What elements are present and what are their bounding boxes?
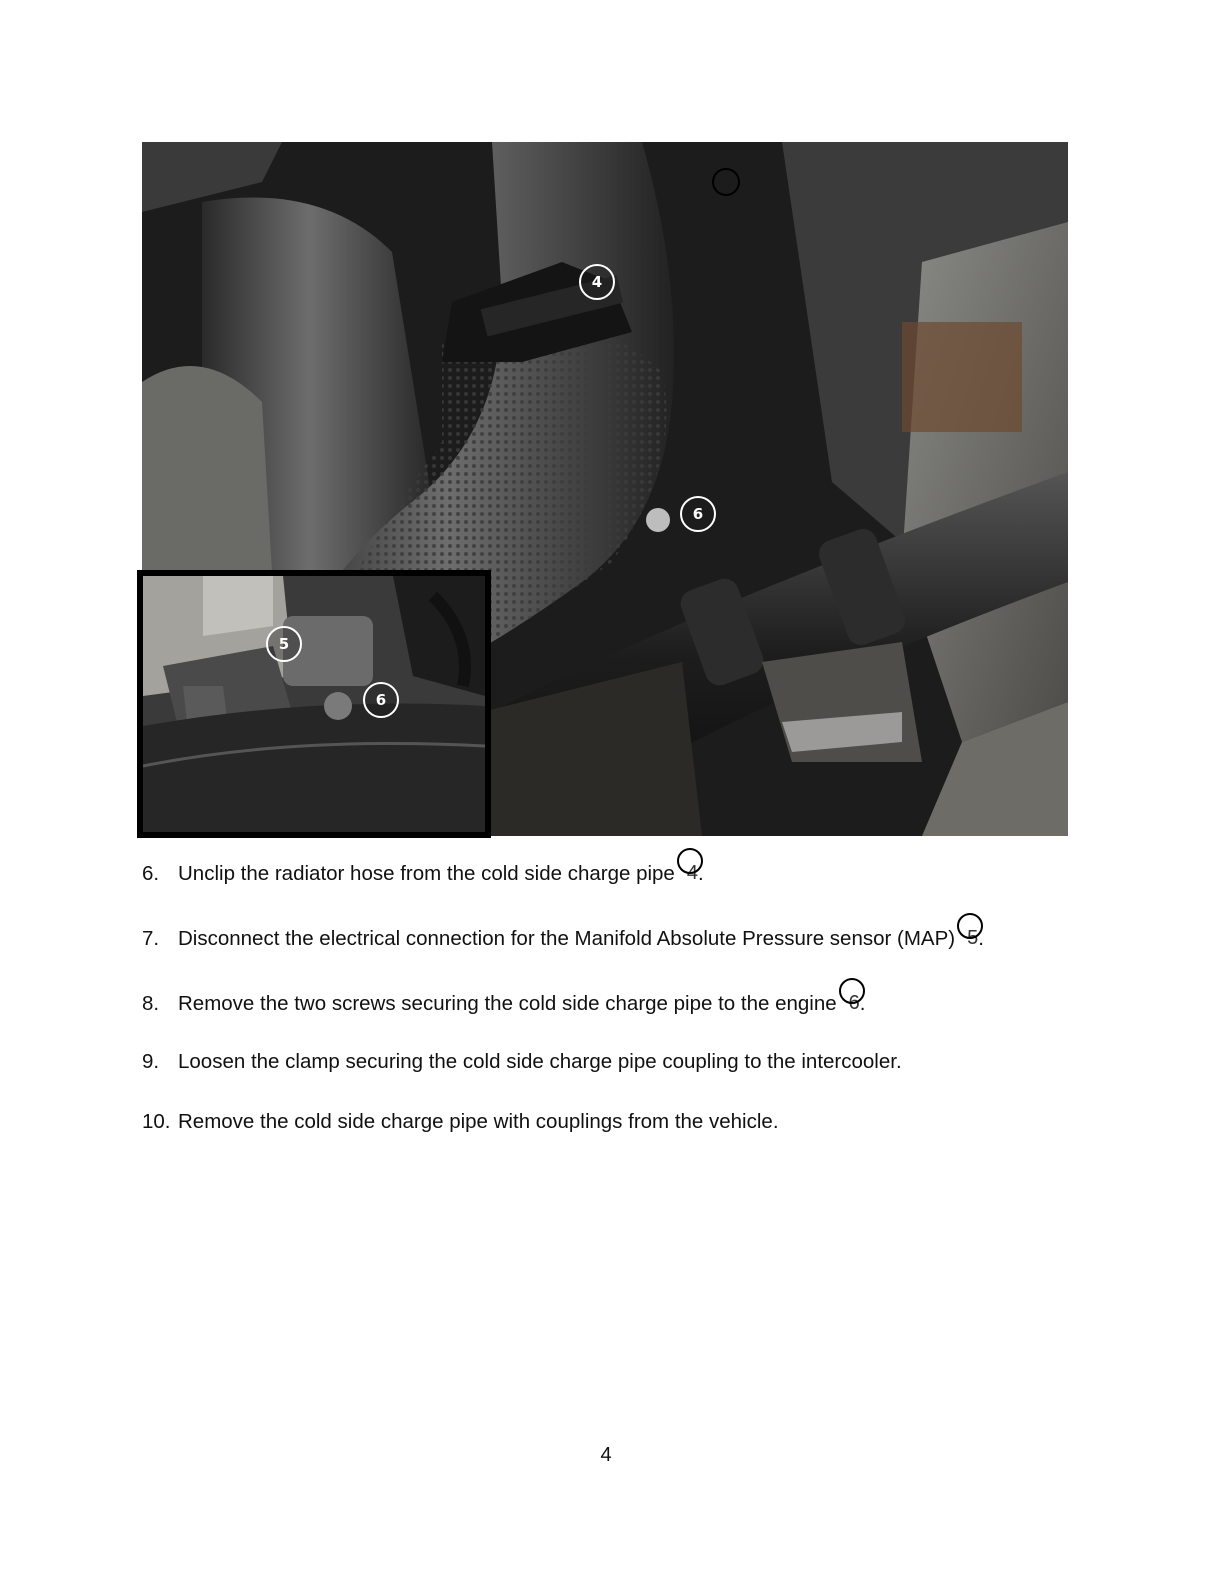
inset-callout-5: 5 [266, 626, 302, 662]
step-text: Unclip the radiator hose from the cold side charge pipe [178, 862, 675, 885]
step-number: 9. [142, 1050, 160, 1073]
inset-photo [137, 570, 491, 838]
step-suffix: . [697, 862, 704, 885]
marker-circle [712, 168, 740, 196]
step-6 [142, 862, 704, 888]
step-reference: 5 [967, 927, 979, 949]
reference-circle-icon [839, 978, 865, 1004]
step-text: Loosen the clamp securing the cold side charge pipe coupling to the intercooler. [178, 1050, 902, 1073]
step-10 [142, 1110, 779, 1134]
inset-illustration [143, 576, 485, 832]
step-reference: 6 [848, 992, 860, 1014]
step-9 [142, 1050, 902, 1074]
step-text: Remove the cold side charge pipe with couplings from the vehicle. [178, 1110, 779, 1133]
step-number: 7. [142, 927, 160, 950]
step-reference: 4 [686, 862, 698, 884]
step-text: Disconnect the electrical connection for the Manifold Absolute Pressure sensor (MAP) [178, 927, 956, 950]
reference-circle-icon [677, 848, 703, 874]
step-number: 6. [142, 862, 160, 885]
reference-circle-icon [957, 913, 983, 939]
step-suffix: . [859, 992, 866, 1015]
step-number: 10. [142, 1110, 171, 1133]
inset-callout-6: 6 [363, 682, 399, 718]
step-text: Remove the two screws securing the cold side charge pipe to the engine [178, 992, 837, 1015]
step-8 [142, 992, 865, 1018]
callout-6: 6 [680, 496, 716, 532]
step-number: 8. [142, 992, 160, 1015]
page-number: 4 [600, 1444, 612, 1466]
step-suffix: . [978, 927, 984, 950]
callout-4: 4 [579, 264, 615, 300]
step-7 [142, 927, 984, 953]
